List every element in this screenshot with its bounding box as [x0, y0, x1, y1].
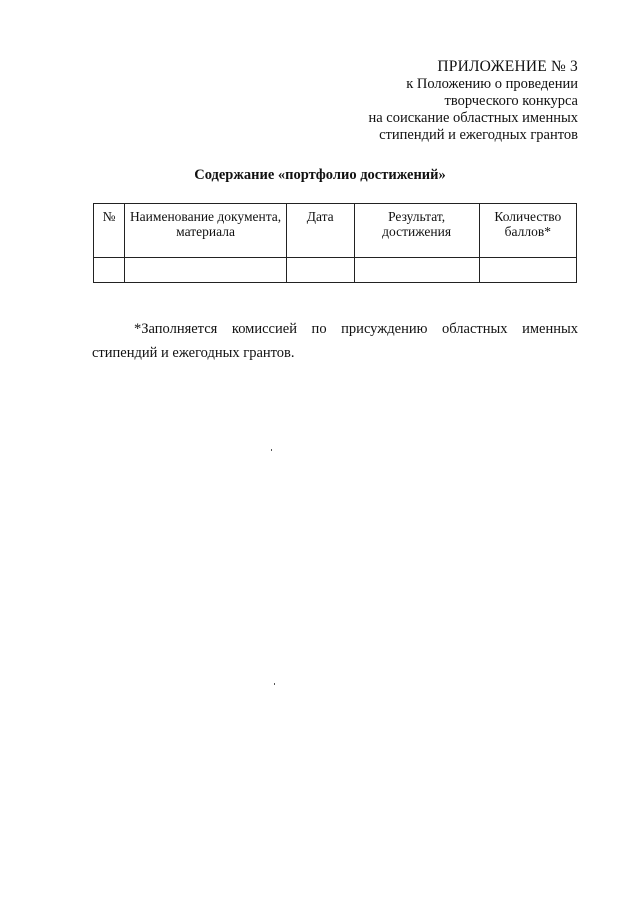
column-header-document-name: Наименование документа, материала	[125, 204, 287, 258]
table-cell	[125, 258, 287, 283]
table-cell	[286, 258, 354, 283]
appendix-header	[318, 58, 578, 144]
scan-speck	[271, 449, 272, 451]
table-header-row	[94, 204, 577, 258]
table-cell	[479, 258, 576, 283]
table-cell	[94, 258, 125, 283]
column-header-date: Дата	[286, 204, 354, 258]
appendix-line: стипендий и ежегодных грантов	[379, 127, 578, 143]
appendix-line: к Положению о проведении	[406, 76, 578, 92]
portfolio-table	[93, 203, 577, 283]
table-cell	[354, 258, 479, 283]
appendix-line: на соискание областных именных	[368, 110, 578, 126]
footnote: *Заполняется комиссией по присуждению областных именных стипендий и ежегодных грантов.	[92, 320, 578, 361]
column-header-points: Количество баллов*	[479, 204, 576, 258]
appendix-title: ПРИЛОЖЕНИЕ № 3	[437, 58, 578, 75]
appendix-line: творческого конкурса	[444, 93, 578, 109]
table-row	[94, 258, 577, 283]
scan-speck	[274, 683, 275, 685]
document-heading: Содержание «портфолио достижений»	[194, 167, 446, 183]
column-header-number: №	[94, 204, 125, 258]
column-header-result: Результат, достижения	[354, 204, 479, 258]
